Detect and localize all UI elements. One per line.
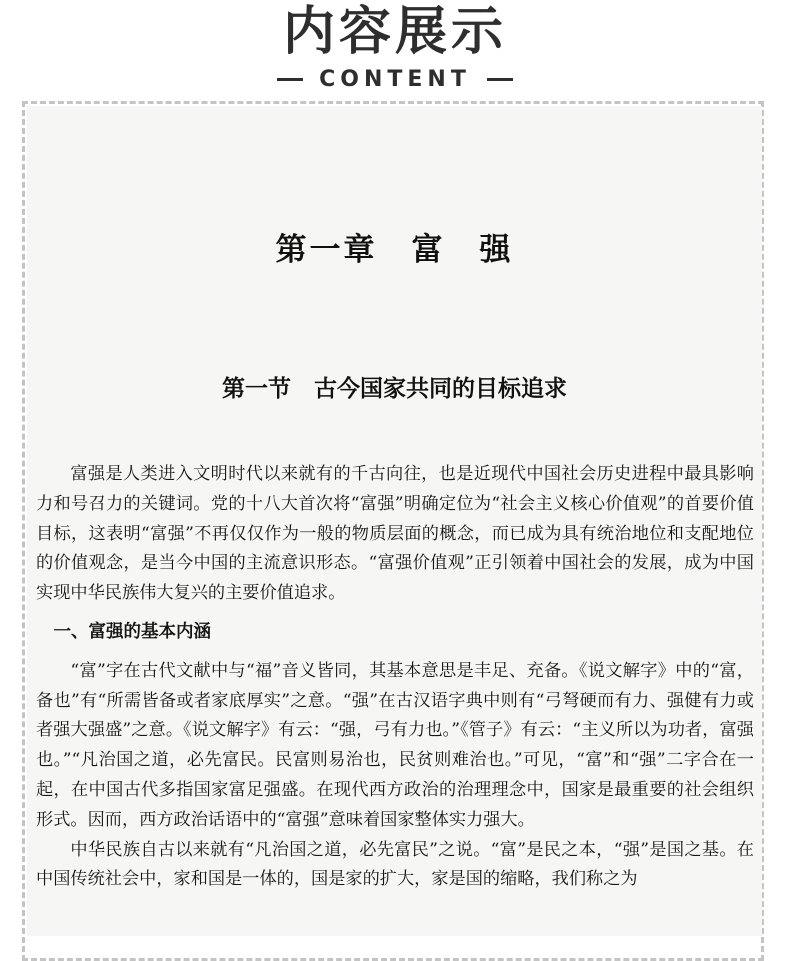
- content-label: CONTENT: [319, 66, 471, 92]
- page-title: 内容展示: [282, 2, 507, 62]
- paragraph: 中华民族自古以来就有“凡治国之道，必先富民”之说。“富”是民之本，“强”是国之基。在中国传统社会中，家和国是一体的，国是家的扩大，家是国的缩略，我们称之为: [36, 839, 754, 890]
- subheading: 一、富强的基本内涵: [53, 621, 211, 642]
- left-dash-divider: [277, 78, 303, 81]
- right-dash-divider: [487, 78, 513, 81]
- section-title: 第一节 古今国家共同的目标追求: [222, 376, 567, 402]
- paragraph: “富”字在古代文献中与“福”音义皆同，其基本意思是丰足、充备。《说文解字》中的“富，备也”有“所需皆备或者家底厚实”之意。“强”在古汉语字典中则有“弓弩硬而有力、强健有力或者强大强盛”之意。《说文解字》有云：“强，弓有力也。”《管子》有云：“主义所以为功者，富强也。”“凡治国之道，必先富民。民富则易治也，民贫则难治也。”可见，“富”和“强”二字合在一起，在中国古代多指国家富足强盛。在现代西方政治的治理理念中，国家是最重要的社会组织形式。因而，西方政治话语中的“富强”意味着国家整体实力强大。: [36, 660, 754, 830]
- book-page-scan: [27, 106, 762, 936]
- chapter-title: 第一章 富 强: [275, 232, 514, 268]
- page-subtitle: [0, 64, 790, 94]
- intro-paragraph: 富强是人类进入文明时代以来就有的千古向往，也是近现代中国社会历史进程中最具影响力和号召力的关键词。党的十八大首次将“富强”明确定位为“社会主义核心价值观”的首要价值目标，这表明“富强”不再仅仅作为一般的物质层面的概念，而已成为具有统治地位和支配地位的价值观念，是当今中国的主流意识形态。“富强价值观”正引领着中国社会的发展，成为中国实现中华民族伟大复兴的主要价值追求。: [36, 464, 754, 604]
- body-text: [36, 460, 754, 895]
